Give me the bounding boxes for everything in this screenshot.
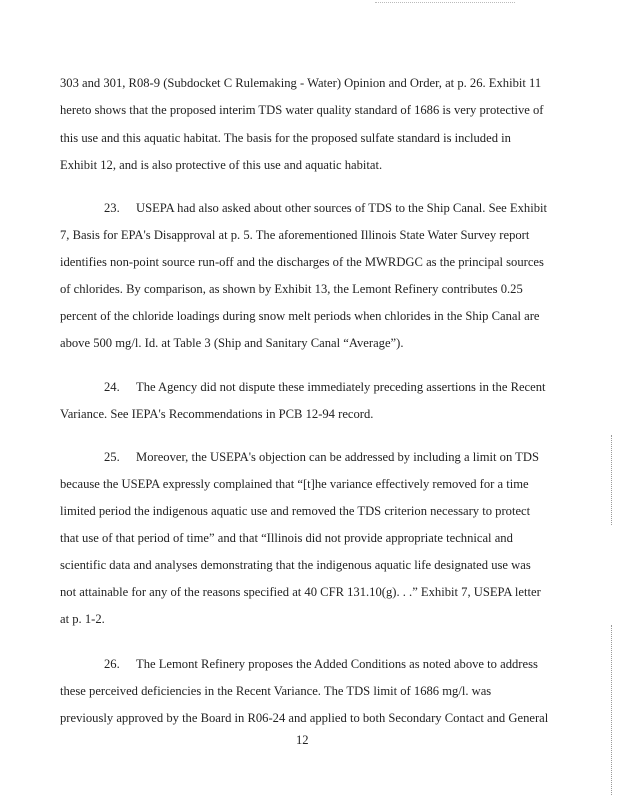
text-line: Variance. See IEPA's Recommendations in PCB 12-94 record. — [60, 407, 374, 421]
text-line: above 500 mg/l. Id. at Table 3 (Ship and Sanitary Canal “Average”). — [60, 336, 404, 350]
text-line: USEPA had also asked about other sources of TDS to the Ship Canal. See Exhibit — [136, 201, 548, 215]
paragraph-number: 26. — [104, 657, 120, 671]
text-line: percent of the chloride loadings during snow melt periods when chlorides in the Ship Canal are — [60, 309, 540, 323]
scan-artifact-right — [611, 625, 613, 795]
text-line: hereto shows that the proposed interim TDS water quality standard of 1686 is very protective of — [60, 103, 544, 117]
text-line: that use of that period of time” and that “Illinois did not provide appropriate technical and — [60, 531, 513, 545]
text-line: limited period the indigenous aquatic use and removed the TDS criterion necessary to protect — [60, 504, 531, 518]
text-line: scientific data and analyses demonstrating that the indigenous aquatic life designated use was — [60, 558, 531, 572]
text-line: this use and this aquatic habitat. The basis for the proposed sulfate standard is included in — [60, 131, 511, 145]
text-line: because the USEPA expressly complained that “[t]he variance effectively removed for a time — [60, 477, 529, 491]
text-line: at p. 1-2. — [60, 612, 105, 626]
paragraph-number: 23. — [104, 201, 120, 215]
text-line: of chlorides. By comparison, as shown by Exhibit 13, the Lemont Refinery contributes 0.25 — [60, 282, 523, 296]
text-line: 7, Basis for EPA's Disapproval at p. 5. The aforementioned Illinois State Water Survey report — [60, 228, 530, 242]
paragraph-number: 25. — [104, 450, 120, 464]
text-line: these perceived deficiencies in the Recent Variance. The TDS limit of 1686 mg/l. was — [60, 684, 492, 698]
scan-artifact-top — [375, 2, 515, 9]
scan-artifact-right — [611, 435, 613, 525]
text-line: not attainable for any of the reasons specified at 40 CFR 131.10(g). . .” Exhibit 7, USEPA letter — [60, 585, 541, 599]
text-line: previously approved by the Board in R06-24 and applied to both Secondary Contact and General — [60, 711, 549, 725]
paragraph-number: 24. — [104, 380, 120, 394]
text-line: identifies non-point source run-off and the discharges of the MWRDGC as the principal sources — [60, 255, 544, 269]
text-line: The Lemont Refinery proposes the Added Conditions as noted above to address — [136, 657, 538, 671]
text-line: Moreover, the USEPA's objection can be addressed by including a limit on TDS — [136, 450, 539, 464]
page-number: 12 — [296, 733, 309, 747]
text-line: Exhibit 12, and is also protective of this use and aquatic habitat. — [60, 158, 383, 172]
text-line: 303 and 301, R08-9 (Subdocket C Rulemaking - Water) Opinion and Order, at p. 26. Exhibit 11 — [60, 76, 542, 90]
text-line: The Agency did not dispute these immediately preceding assertions in the Recent — [136, 380, 546, 394]
